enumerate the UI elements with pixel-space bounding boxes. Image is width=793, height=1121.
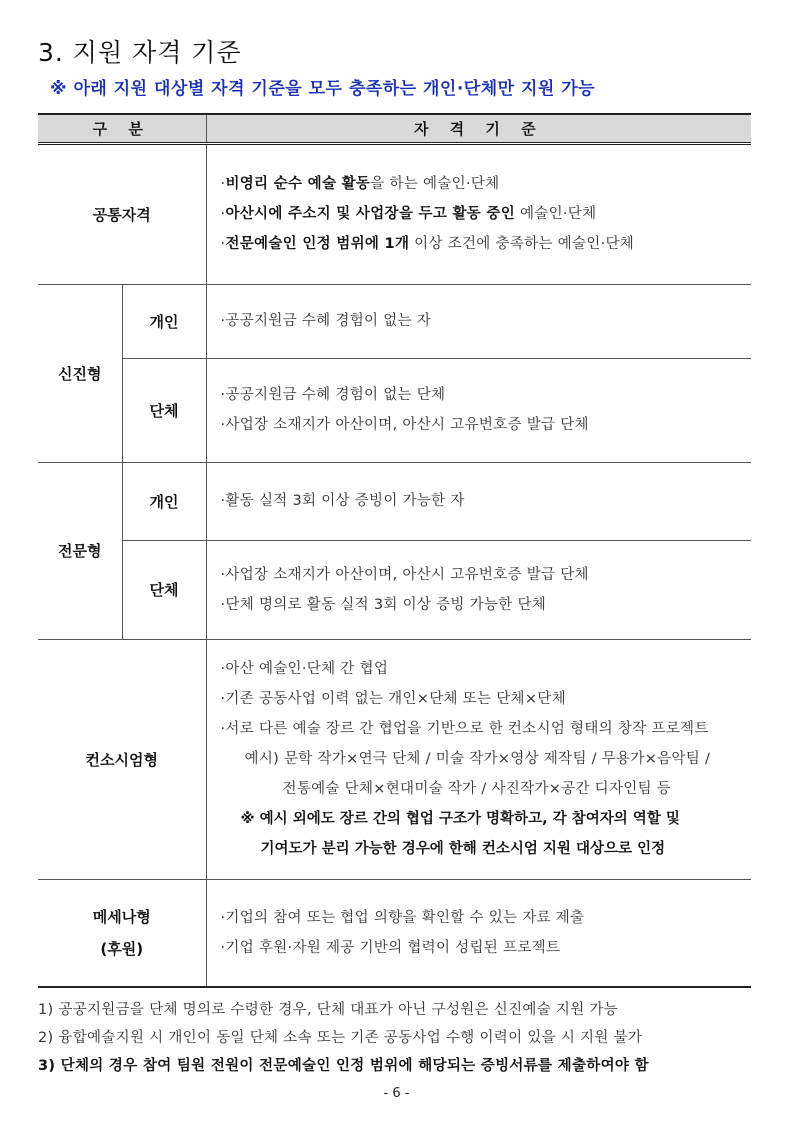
table-row-newcomer-group bbox=[38, 358, 751, 462]
category-professional: 전문형 bbox=[38, 462, 122, 639]
consortium-note: ※ 예시 외에도 장르 간의 협업 구조가 명확하고, 각 참여자의 역할 및 bbox=[240, 811, 680, 827]
criteria-professional-group bbox=[206, 540, 751, 639]
criteria-newcomer-individual bbox=[206, 284, 751, 358]
example-line: 예시) 문학 작가×연극 단체 / 미술 작가×영상 제작팀 / 무용가×음악팀 / bbox=[244, 751, 711, 767]
criteria-mecenat bbox=[206, 879, 751, 987]
criteria-line: ·아산시에 주소지 및 사업장을 두고 활동 중인 예술인·단체 bbox=[220, 206, 597, 222]
table-row-mecenat bbox=[38, 879, 751, 987]
eligibility-table bbox=[38, 113, 751, 988]
eligibility-notice: ※ 아래 지원 대상별 자격 기준을 모두 충족하는 개인·단체만 지원 가능 bbox=[50, 79, 596, 99]
category-mecenat bbox=[38, 879, 206, 987]
table-row-professional-group bbox=[38, 540, 751, 639]
table-header-row bbox=[38, 114, 751, 143]
criteria-line: ·기존 공동사업 이력 없는 개인×단체 또는 단체×단체 bbox=[220, 691, 566, 707]
footnote: 1) 공공지원금을 단체 명의로 수령한 경우, 단체 대표가 아닌 구성원은 신진예술 지원 가능 bbox=[38, 1002, 619, 1018]
criteria-line: ·공공지원금 수혜 경험이 없는 자 bbox=[220, 313, 432, 329]
criteria-line: ·아산 예술인·단체 간 협업 bbox=[220, 661, 389, 677]
table-row-newcomer-individual bbox=[38, 284, 751, 358]
consortium-note: 기여도가 분리 가능한 경우에 한해 컨소시엄 지원 대상으로 인정 bbox=[260, 841, 666, 857]
footnotes bbox=[38, 996, 758, 1080]
header-category: 구 분 bbox=[38, 114, 206, 143]
criteria-line: ·기업의 참여 또는 협업 의향을 확인할 수 있는 자료 제출 bbox=[220, 909, 585, 926]
subcategory-individual: 개인 bbox=[122, 462, 206, 540]
criteria-line: ·전문예술인 인정 범위에 1개 이상 조건에 충족하는 예술인·단체 bbox=[220, 236, 635, 252]
page-number: - 6 - bbox=[383, 1086, 410, 1101]
criteria-line: ·서로 다른 예술 장르 간 협업을 기반으로 한 컨소시엄 형태의 창작 프로젝트 bbox=[220, 721, 709, 737]
criteria-line: ·비영리 순수 예술 활동을 하는 예술인·단체 bbox=[220, 176, 500, 192]
subcategory-individual: 개인 bbox=[122, 284, 206, 358]
table-row-professional-individual bbox=[38, 462, 751, 540]
header-criteria: 자 격 기 준 bbox=[206, 114, 751, 143]
criteria-line: ·사업장 소재지가 아산이며, 아산시 고유번호증 발급 단체 bbox=[220, 417, 589, 433]
criteria-consortium bbox=[206, 639, 751, 879]
criteria-line: ·활동 실적 3회 이상 증빙이 가능한 자 bbox=[220, 493, 465, 509]
table-row-common bbox=[38, 143, 751, 284]
table-row-consortium bbox=[38, 639, 751, 879]
example-line: 전통예술 단체×현대미술 작가 / 사진작가×공간 디자인팀 등 bbox=[282, 781, 672, 797]
footnote: 2) 융합예술지원 시 개인이 동일 단체 소속 또는 기존 공동사업 수행 이력이 있을 시 지원 불가 bbox=[38, 1030, 643, 1046]
criteria-professional-individual bbox=[206, 462, 751, 540]
criteria-newcomer-group bbox=[206, 358, 751, 462]
criteria-line: ·사업장 소재지가 아산이며, 아산시 고유번호증 발급 단체 bbox=[220, 566, 589, 583]
criteria-line: ·공공지원금 수혜 경험이 없는 단체 bbox=[220, 387, 446, 403]
footnote: 3) 단체의 경우 참여 팀원 전원이 전문예술인 인정 범위에 해당되는 증빙서류를 제출하여야 함 bbox=[38, 1058, 649, 1074]
mecenat-sublabel: (후원) bbox=[100, 939, 144, 958]
category-common: 공통자격 bbox=[38, 143, 206, 284]
category-consortium: 컨소시엄형 bbox=[38, 639, 206, 879]
criteria-line: ·단체 명의로 활동 실적 3회 이상 증빙 가능한 단체 bbox=[220, 596, 547, 613]
category-newcomer: 신진형 bbox=[38, 284, 122, 462]
subcategory-group: 단체 bbox=[122, 358, 206, 462]
mecenat-label: 메세나형 bbox=[92, 907, 151, 926]
subcategory-group: 단체 bbox=[122, 540, 206, 639]
criteria-common bbox=[206, 143, 751, 284]
criteria-line: ·기업 후원·자원 제공 기반의 협력이 성립된 프로젝트 bbox=[220, 939, 561, 956]
section-title: 3. 지원 자격 기준 bbox=[38, 38, 242, 67]
